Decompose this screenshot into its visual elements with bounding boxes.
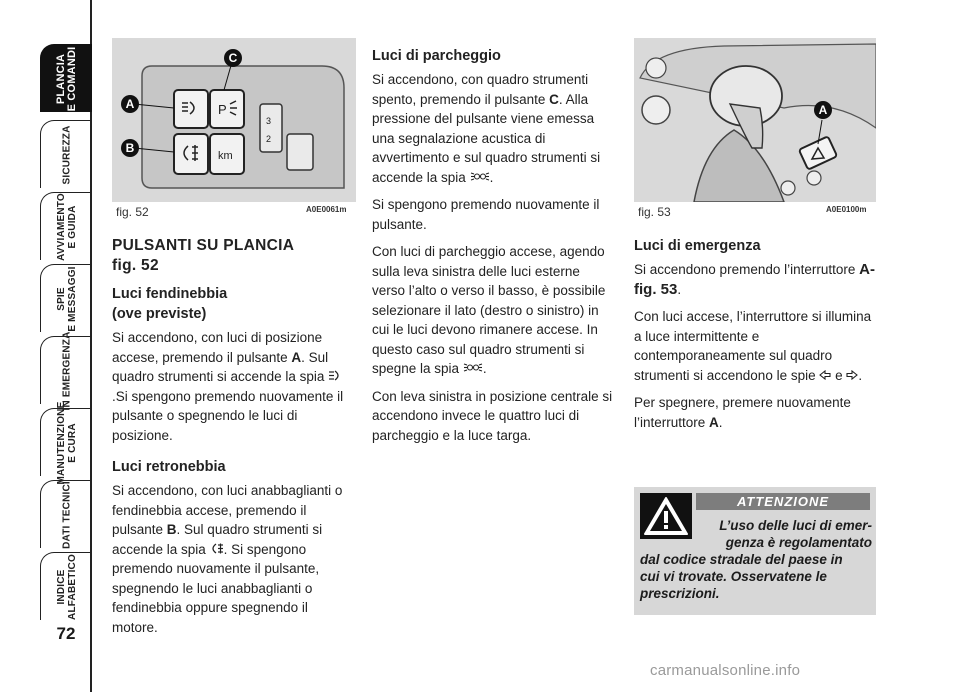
tab-plancia-e-comandi[interactable] (40, 44, 92, 112)
fig52-caption: fig. 52 (116, 205, 149, 219)
fog-lights-title (112, 284, 356, 324)
figure-53 (634, 38, 876, 202)
parking-paragraph-4: Con leva sinistra in posizione centrale si accendono invece le quattro luci di parcheggio e la luce targa. (372, 388, 613, 443)
text: Si accendono premendo l’interruttore (634, 262, 860, 277)
gear-label: 2 (266, 134, 272, 144)
text: Con luci accese, l’interruttore si illumina a luce intermittente e contemporaneamente sul quadro strumenti si accendono le spie (634, 309, 872, 383)
tab-in-emergenza[interactable] (40, 330, 92, 411)
callout-a: A (125, 97, 135, 111)
warning-line: prescrizioni. (640, 586, 720, 601)
tab-label: SICUREZZA (61, 124, 72, 185)
warning-text (640, 517, 872, 602)
tab-avviamento-e-guida[interactable] (40, 192, 92, 260)
emergency-paragraph-3 (634, 393, 878, 432)
tab-indice-alfabetico[interactable] (40, 552, 92, 620)
section-heading-fig: fig. 52 (112, 257, 159, 274)
column-1 (112, 236, 356, 645)
rear-fog-title: Luci retronebbia (112, 459, 226, 475)
parking-light-icon (463, 362, 483, 373)
fog-light-icon (328, 370, 342, 381)
text: Si accendono, con luci anabbaglianti o fendinebbia accese, premendo il pulsante (112, 483, 343, 537)
text: . (677, 281, 682, 297)
tab-label: IN EMERGENZA (61, 330, 72, 411)
text: . Sul quadro strumenti si accende la spia (112, 522, 323, 557)
button-ref: C (549, 91, 559, 107)
emergency-paragraph-1 (634, 260, 878, 299)
tab-sicurezza[interactable] (40, 120, 92, 188)
fog-title-line2: (ove previste) (112, 306, 207, 322)
svg-text:P: P (218, 102, 227, 117)
text: Si accendono, con luci di posizione accese, premendo il pulsante (112, 330, 323, 365)
column-3 (634, 236, 878, 440)
text: Si accendono, con quadro strumenti spento, premendo il pulsante (372, 72, 589, 107)
warning-box (634, 487, 876, 615)
callout-c: C (228, 51, 238, 65)
fig52-code: A0E0061m (306, 205, 347, 214)
figure-ref: A-fig. 53 (634, 261, 875, 298)
dashboard-buttons-illustration (112, 38, 356, 202)
warning-line: genza è regolamentato (725, 535, 872, 550)
callout-a: A (818, 103, 828, 117)
text: . (718, 414, 723, 430)
section-heading (112, 236, 356, 276)
text: . Sul quadro strumenti si accende la spia (112, 349, 329, 384)
section-heading-text: PULSANTI SU PLANCIA (112, 237, 295, 254)
button-ref: A (291, 349, 302, 365)
warning-line: cui vi trovate. Osservatene le (640, 569, 827, 584)
emergency-lights-title: Luci di emergenza (634, 238, 761, 254)
text: .Si spengono premendo nuovamente il pulsante o spegnendo le luci di posizione. (112, 388, 344, 443)
parking-lights-title: Luci di parcheggio (372, 48, 501, 64)
callout-b: B (125, 141, 135, 155)
turn-left-icon (819, 370, 831, 380)
tab-dati-tecnici[interactable] (40, 480, 92, 548)
figure-52 (112, 38, 356, 202)
tab-label: INDICE ALFABETICO (55, 553, 78, 620)
fig53-code: A0E0100m (826, 205, 867, 214)
text: . (858, 367, 863, 383)
gear-console-illustration (634, 38, 876, 202)
tab-label: PLANCIA E COMANDI (54, 46, 78, 111)
fog-title-line1: Luci fendinebbia (112, 286, 228, 302)
tab-label: AVVIAMENTO E GUIDA (55, 192, 78, 261)
button-ref: B (166, 522, 177, 537)
parking-light-icon (470, 171, 490, 182)
tab-label: DATI TECNICI (61, 480, 72, 549)
km-button-label: km (218, 150, 233, 162)
column-2 (372, 46, 616, 453)
turn-right-icon (846, 370, 858, 380)
fog-lights-paragraph (112, 328, 356, 445)
emergency-paragraph-2 (634, 307, 878, 385)
parking-paragraph-3 (372, 242, 616, 379)
tab-manutenzione-e-cura[interactable] (40, 401, 92, 484)
tab-label: SPIE E MESSAGGI (55, 265, 78, 332)
rear-fog-icon (210, 543, 224, 554)
text: . Si spengono premendo nuovamente il pulsante, spegnendo le luci anabbaglianti o fendinebbia oppure spegnendo il motore. (112, 541, 320, 635)
rear-fog-paragraph (112, 481, 356, 637)
fig53-caption: fig. 53 (638, 205, 671, 219)
warning-title: ATTENZIONE (696, 493, 870, 510)
gear-label: 3 (266, 116, 272, 126)
parking-paragraph-2: Si spengono premendo nuovamente il pulsante. (372, 197, 600, 232)
warning-line: L’uso delle luci di emer- (719, 518, 872, 533)
tab-spie-e-messaggi[interactable] (40, 264, 92, 332)
text: Per spegnere, premere nuovamente l’interruttore (634, 395, 851, 430)
tab-label: MANUTENZIONE E CURA (55, 401, 78, 484)
parking-paragraph-1 (372, 70, 616, 187)
text: . Alla pressione del pulsante viene emessa una segnalazione acustica di avvertimento e sul quadro strumenti si accende la spia (372, 91, 601, 185)
text: Con luci di parcheggio accese, agendo sulla leva sinistra delle luci esterne verso l’alto o verso il basso, è possibile selezionare il lato (destro o sinistro) in cui le luci devono rimanere accese. In questo caso sul quadro strumenti si spegne la spia (372, 244, 606, 376)
chapter-tabs (0, 0, 100, 692)
text: e (831, 367, 847, 383)
text: . (482, 361, 487, 376)
warning-line: dal codice stradale del paese in (640, 552, 843, 567)
button-ref: A (709, 414, 719, 430)
watermark: carmanualsonline.info (650, 662, 801, 679)
text: . (489, 169, 494, 185)
page-number: 72 (56, 624, 76, 643)
